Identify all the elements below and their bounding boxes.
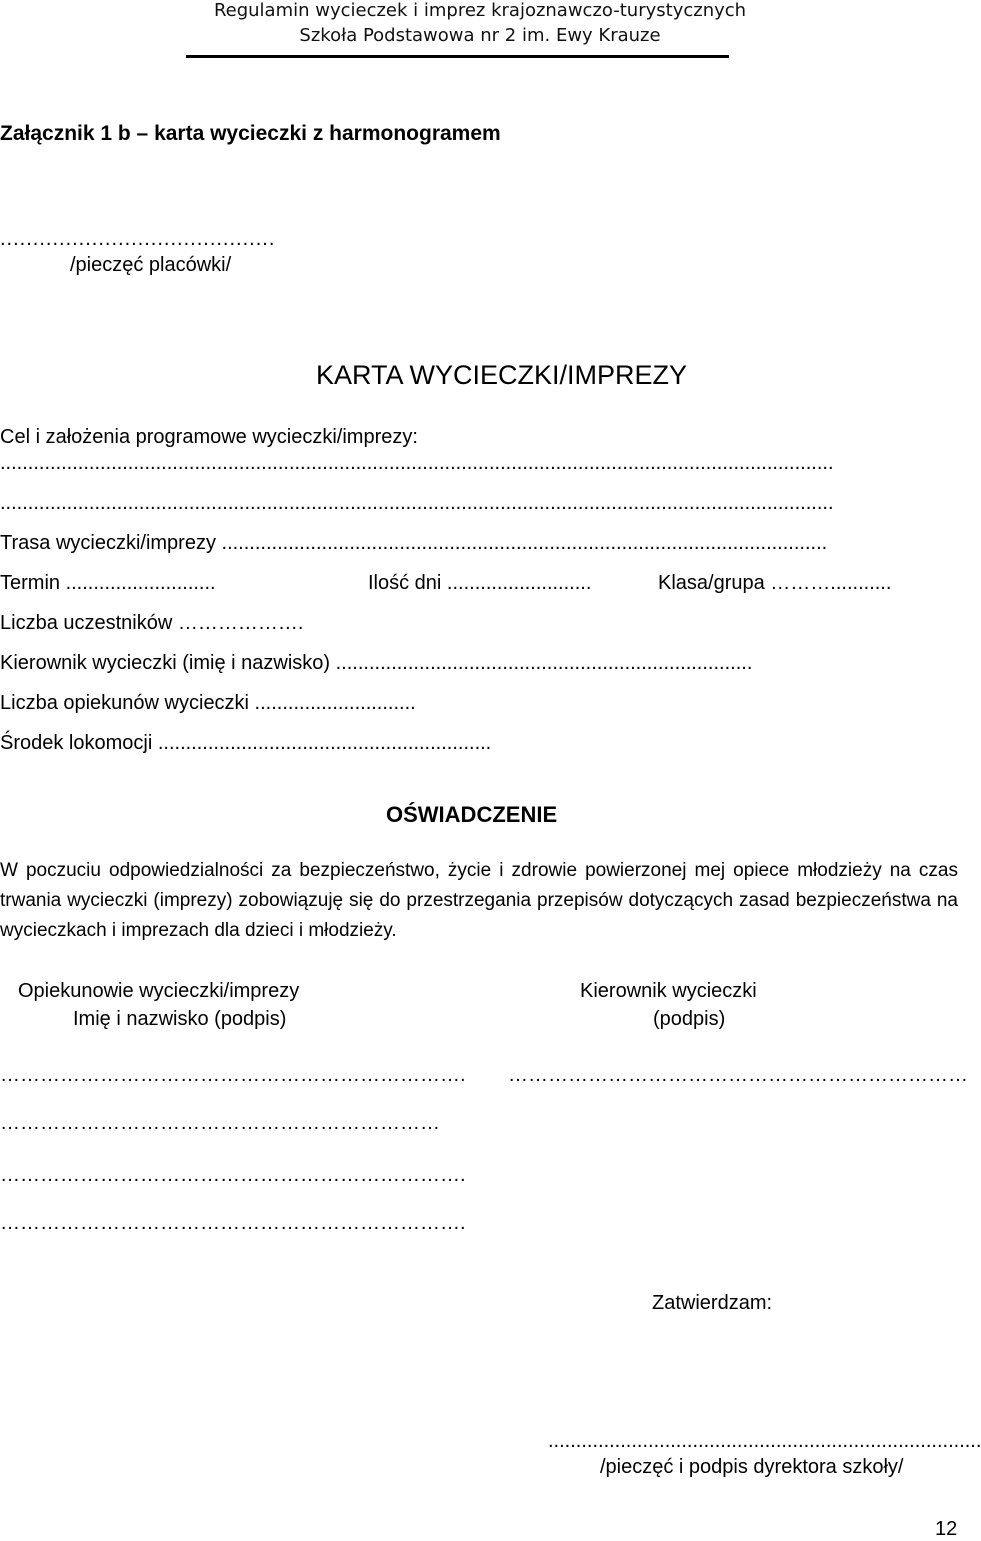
page-number: 12 [935,1518,958,1540]
route-field: Trasa wycieczki/imprezy ............................................................................................................. [0,532,828,554]
header-line-2: Szkoła Podstawowa nr 2 im. Ewy Krauze [299,25,661,46]
attachment-title: Załącznik 1 b – karta wycieczki z harmonogramem [0,122,501,145]
leader-label-1: Kierownik wycieczki [580,980,757,1002]
leader-signature-line: …………………………………………………………… [508,1064,968,1086]
guardians-count-field: Liczba opiekunów wycieczki ............................. [0,692,416,714]
header-line-1: Regulamin wycieczek i imprez krajoznawczo-turystycznych [213,0,747,21]
guardian-signature-line-3: ……………………………………………………………. [0,1164,466,1186]
days-field: Ilość dni .......................... [368,572,592,594]
card-title: KARTA WYCIECZKI/IMPREZY [316,360,688,390]
guardians-label-1: Opiekunowie wycieczki/imprezy [18,980,300,1002]
declaration-title: OŚWIADCZENIE [386,802,558,827]
declaration-text: W poczuciu odpowiedzialności za bezpieczeństwo, życie i zdrowie powierzonej mej opiece młodzieży na czas trwania wycieczki (imprezy) zobowiązuję się do przestrzegania przepisów dotyczących zasad bezpieczeństwa na wycieczkach i imprezach dla dzieci i młodzieży. [0,860,958,941]
term-field: Termin ........................... [0,572,216,594]
approval-stamp-label: /pieczęć i podpis dyrektora szkoły/ [600,1456,904,1478]
header-divider [186,55,729,58]
guardian-signature-line-1: ……………………………………………………………. [0,1064,466,1086]
guardian-signature-line-2: ………………………………………………………… [0,1112,440,1134]
goal-line-2: ...................................................................................................................................................... [0,492,834,514]
class-group-field: Klasa/grupa ………........... [658,572,892,594]
participants-field: Liczba uczestników ………………. [0,612,304,634]
guardian-signature-line-4: ……………………………………………………………. [0,1212,466,1234]
stamp-label: /pieczęć placówki/ [70,254,232,276]
goal-line-1: ...................................................................................................................................................... [0,452,834,474]
approval-label: Zatwierdzam: [652,1292,773,1314]
transport-field: Środek lokomocji ............................................................ [0,732,492,754]
goal-label: Cel i założenia programowe wycieczki/imprezy: [0,426,418,448]
stamp-dots: .......................................... [0,228,276,250]
leader-label-2: (podpis) [653,1008,726,1030]
approval-dots: .............................................................................. [548,1430,981,1452]
leader-field: Kierownik wycieczki (imię i nazwisko) ........................................................................... [0,652,753,674]
guardians-label-2: Imię i nazwisko (podpis) [73,1008,287,1030]
